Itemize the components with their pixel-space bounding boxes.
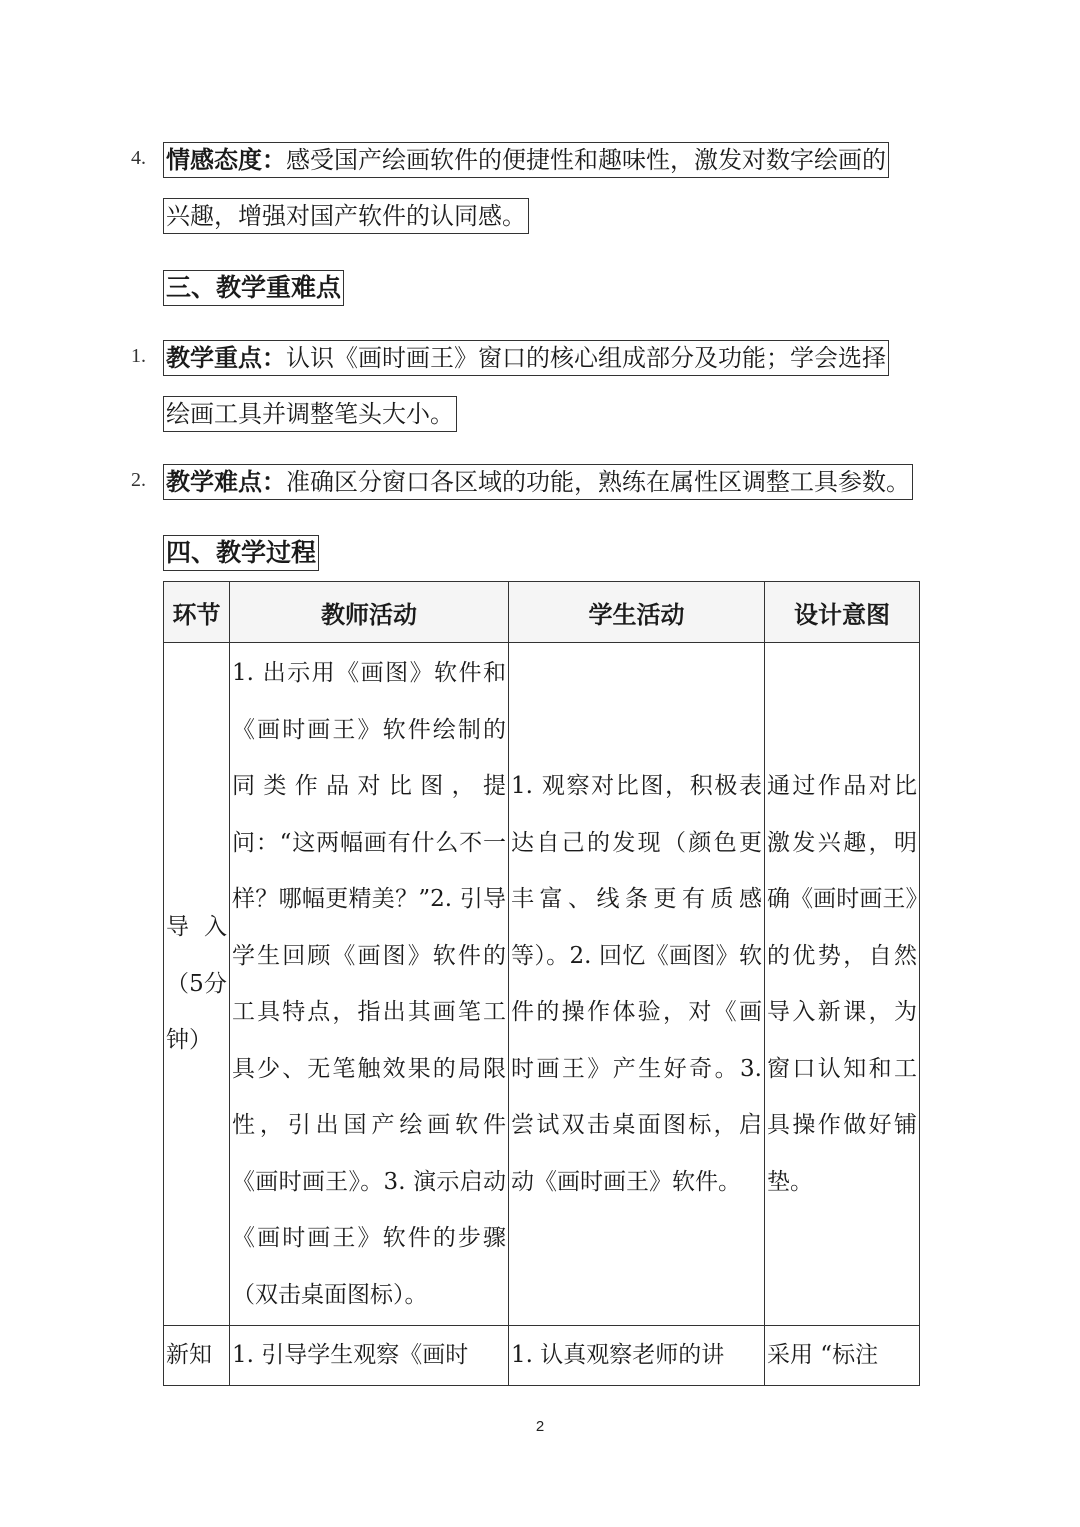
- key-point-text-1: 认识《画时画王》窗口的核心组成部分及功能；学会选择: [286, 344, 886, 372]
- difficulty-text: 准确区分窗口各区域的功能，熟练在属性区调整工具参数。: [286, 468, 910, 496]
- section-heading-key-points: 三、教学重难点: [163, 270, 344, 306]
- header-stage: 环节: [164, 582, 230, 643]
- cell-student-activity: 1. 认真观察老师的讲: [509, 1326, 765, 1386]
- cell-teacher-activity: 1. 引导学生观察《画时: [230, 1326, 509, 1386]
- header-student-activity: 学生活动: [509, 582, 765, 643]
- objective-emotion-text-1: 感受国产绘画软件的便捷性和趣味性，激发对数字绘画的: [286, 146, 886, 174]
- objective-emotion-line2: [163, 198, 529, 234]
- difficulty-line: [163, 464, 913, 500]
- table-row: [164, 1326, 920, 1386]
- objective-emotion-text-2: 兴趣，增强对国产软件的认同感。: [166, 202, 526, 230]
- cell-stage: 导入（5分钟）: [164, 643, 230, 1326]
- cell-teacher-activity: 1. 出示用《画图》软件和《画时画王》软件绘制的同类作品对比图，提问：“这两幅画有什么不一样？哪幅更精美？”2. 引导学生回顾《画图》软件的工具特点，指出其画笔工具少、无笔触效果的局限性，引出国产绘画软件《画时画王》。3. 演示启动《画时画王》软件的步骤（双击桌面图标）。: [230, 643, 509, 1326]
- key-point-label: 教学重点：: [166, 343, 286, 372]
- cell-stage: 新知: [164, 1326, 230, 1386]
- objective-emotion-line1: [163, 142, 889, 178]
- section-heading-process: 四、教学过程: [163, 535, 319, 571]
- key-point-text-2: 绘画工具并调整笔头大小。: [166, 400, 454, 428]
- header-design-intent: 设计意图: [765, 582, 920, 643]
- header-teacher-activity: 教师活动: [230, 582, 509, 643]
- page-number: 2: [535, 1418, 545, 1435]
- key-point-line1: [163, 340, 889, 376]
- teaching-process-table: [163, 581, 920, 1386]
- objective-emotion-label: 情感态度：: [166, 145, 286, 174]
- difficulty-label: 教学难点：: [166, 467, 286, 496]
- key-point-line2: [163, 396, 457, 432]
- list-number: 4.: [131, 147, 146, 169]
- cell-design-intent: 采用 “标注: [765, 1326, 920, 1386]
- list-number: 1.: [131, 345, 146, 367]
- cell-student-activity: 1. 观察对比图，积极表达自己的发现（颜色更丰富、线条更有质感等）。2. 回忆《画图》软件的操作体验，对《画时画王》产生好奇。3. 尝试双击桌面图标，启动《画时画王》软件。: [509, 643, 765, 1326]
- table-row: [164, 643, 920, 1326]
- list-number: 2.: [131, 469, 146, 491]
- table-header-row: [164, 582, 920, 643]
- cell-design-intent: 通过作品对比激发兴趣，明确《画时画王》的优势，自然导入新课，为窗口认知和工具操作做好铺垫。: [765, 643, 920, 1326]
